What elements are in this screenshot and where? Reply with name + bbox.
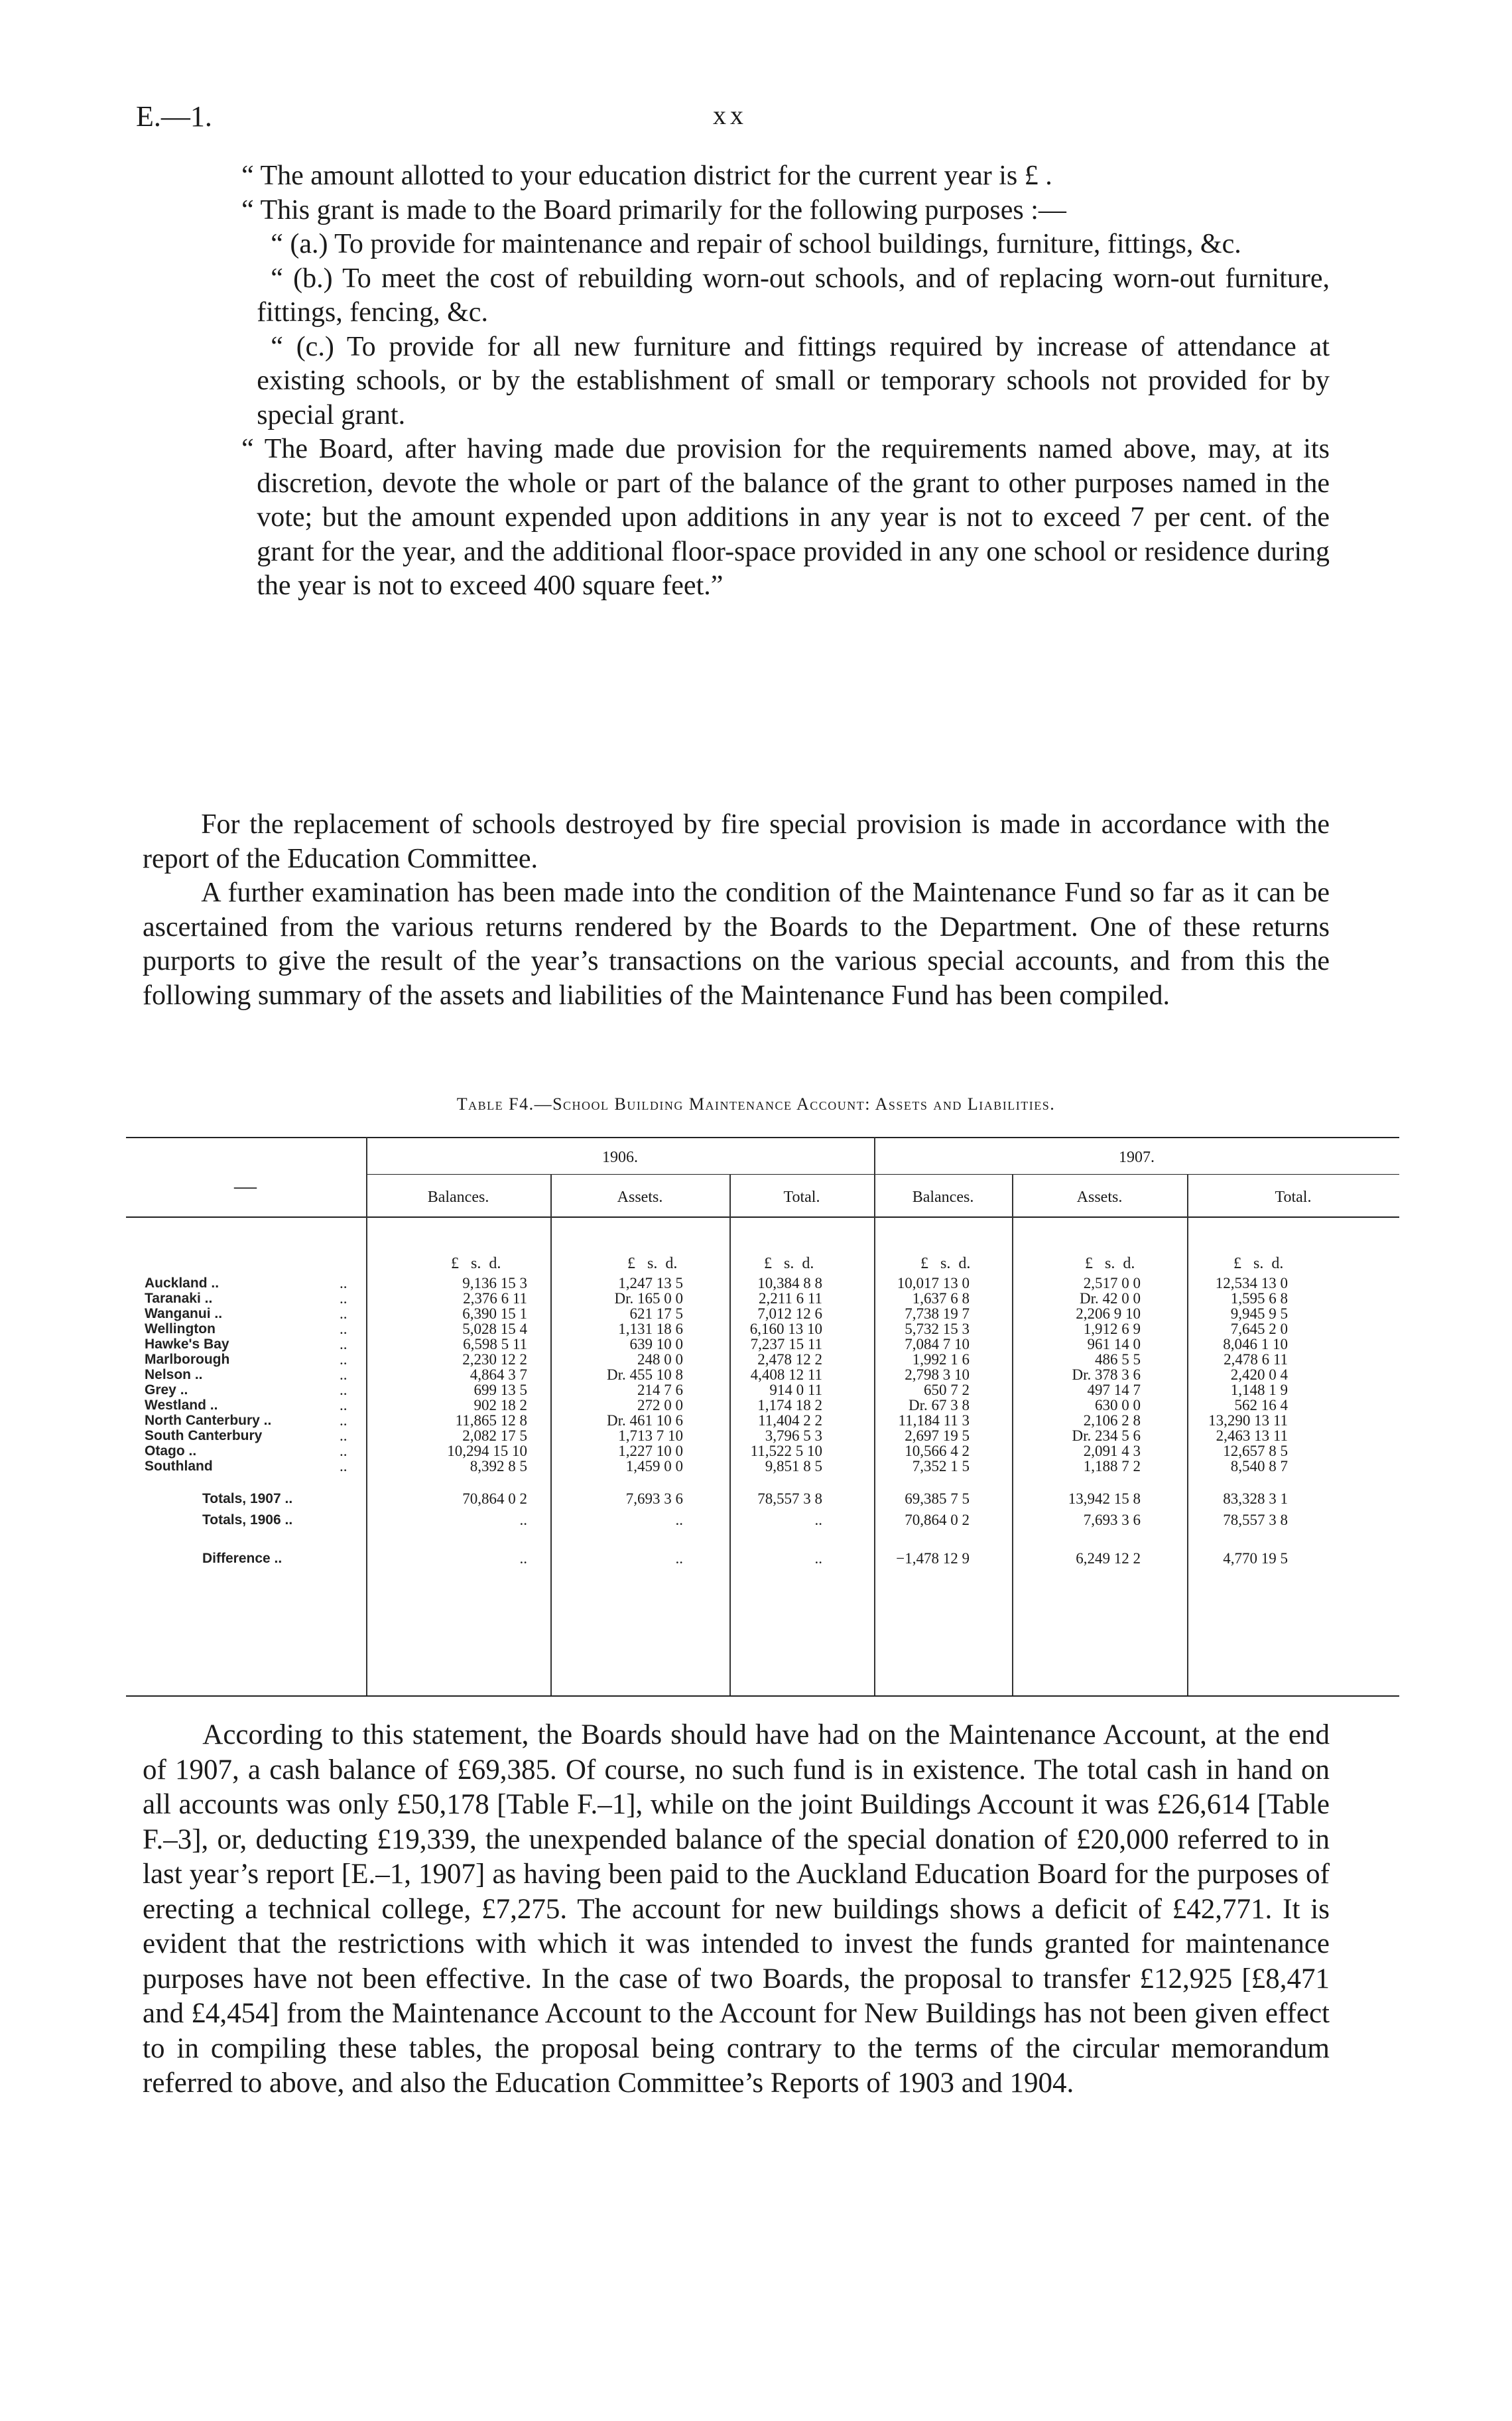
- table-row: [126, 1398, 1399, 1413]
- leader-dots: ..: [340, 1397, 347, 1413]
- amount-cell: 1,247 13 5: [618, 1275, 683, 1291]
- amount-cell: 650 7 2: [924, 1382, 970, 1398]
- amount-cell: 6,249 12 2: [1076, 1550, 1141, 1567]
- assets-liabilities-table: [126, 1128, 1399, 1698]
- amount-cell: 9,136 15 3: [462, 1275, 527, 1291]
- leader-dots: ..: [340, 1366, 347, 1383]
- table-row: [126, 1367, 1399, 1382]
- table-row: [126, 1428, 1399, 1443]
- amount-cell: 7,645 2 0: [1230, 1321, 1288, 1337]
- amount-cell: 2,463 13 11: [1216, 1427, 1288, 1444]
- district-name: Marlborough: [145, 1352, 230, 1367]
- amount-cell: 1,459 0 0: [625, 1458, 683, 1474]
- amount-cell: 1,713 7 10: [618, 1427, 683, 1444]
- amount-cell: 6,598 5 11: [463, 1336, 527, 1352]
- leader-dots: ..: [340, 1290, 347, 1307]
- leader-dots: ..: [340, 1275, 347, 1291]
- table-row: [126, 1306, 1399, 1321]
- year-rule: [366, 1174, 1399, 1175]
- amount-cell: ..: [675, 1512, 683, 1528]
- quote-item-a: [143, 228, 1330, 262]
- amount-cell: 6,390 15 1: [462, 1305, 527, 1322]
- leader-dots: ..: [340, 1321, 347, 1337]
- table-row: [126, 1337, 1399, 1352]
- table-row: [126, 1459, 1399, 1474]
- amount-cell: 497 14 7: [1087, 1382, 1141, 1398]
- body-paragraph: According to this statement, the Boards should have had on the Maintenance Account, at the end of 1907, a cash balance of £69,385. Of course, no such fund is in existence. The total cash in hand on all accounts was only £50,178 [Table F.–1], while on the joint Buildings Account it was £26,614 [Table F.–3], or, deducting £19,339, the unexpended balance of the special donation of £20,000 referred to in last year’s report [E.–1, 1907] as having been paid to the Auckland Education Board for the purposes of erecting a technical college, £7,275. The account for new buildings shows a deficit of £42,771. It is evident that the restrictions with which it was intended to invest the funds granted for maintenance purposes have not been effective. In the case of two Boards, the proposal to transfer £12,925 [£8,471 and £4,454] from the Maintenance Account to the Account for New Buildings has not been given effect to in compiling these tables, the proposal being contrary to the terms of the circular memorandum referred to above, and also the Education Committee’s Reports of 1903 and 1904.: [143, 1719, 1330, 2099]
- leader-dots: ..: [340, 1305, 347, 1322]
- district-column-header: —: [234, 1174, 257, 1199]
- difference-row: [126, 1548, 1399, 1569]
- amount-cell: 2,082 17 5: [462, 1427, 527, 1444]
- amount-cell: Dr. 165 0 0: [614, 1290, 683, 1307]
- amount-cell: 2,420 0 4: [1230, 1366, 1288, 1383]
- amount-cell: 10,294 15 10: [447, 1443, 527, 1459]
- amount-cell: Dr. 461 10 6: [607, 1412, 683, 1429]
- amount-cell: 10,017 13 0: [897, 1275, 970, 1291]
- amount-cell: ..: [675, 1550, 683, 1567]
- amount-cell: ..: [814, 1512, 822, 1528]
- amount-cell: 1,912 6 9: [1083, 1321, 1141, 1337]
- amount-cell: Dr. 455 10 8: [607, 1366, 683, 1383]
- amount-cell: ..: [519, 1550, 527, 1567]
- district-name: Nelson ..: [145, 1367, 203, 1382]
- amount-cell: 5,028 15 4: [462, 1321, 527, 1337]
- quote-item-text: “ (b.) To meet the cost of rebuilding worn-out schools, and of replacing worn-out furniture, fittings, fencing, &c.: [257, 263, 1330, 328]
- amount-cell: 621 17 5: [629, 1305, 683, 1322]
- amount-cell: 7,237 15 11: [750, 1336, 822, 1352]
- amount-cell: 961 14 0: [1087, 1336, 1141, 1352]
- amount-cell: 5,732 15 3: [905, 1321, 970, 1337]
- amount-cell: 699 13 5: [473, 1382, 527, 1398]
- district-name: Wanganui ..: [145, 1306, 223, 1321]
- district-name: North Canterbury ..: [145, 1413, 272, 1428]
- amount-cell: 2,376 6 11: [463, 1290, 527, 1307]
- district-name: Otago ..: [145, 1443, 197, 1459]
- quote-item-b: [143, 262, 1330, 330]
- table-bottom-rule: [126, 1695, 1399, 1697]
- amount-cell: 13,290 13 11: [1208, 1412, 1288, 1429]
- table-row: [126, 1321, 1399, 1337]
- amount-cell: 2,478 6 11: [1224, 1351, 1288, 1368]
- table-row: [126, 1276, 1399, 1291]
- amount-cell: 914 0 11: [769, 1382, 822, 1398]
- amount-cell: 1,174 18 2: [757, 1397, 822, 1413]
- district-name: Southland: [145, 1459, 213, 1474]
- leader-dots: ..: [340, 1427, 347, 1444]
- district-name: Hawke's Bay: [145, 1337, 229, 1352]
- total-1907-header: Total.: [1275, 1189, 1312, 1206]
- amount-cell: 2,106 2 8: [1083, 1412, 1141, 1429]
- unit-header: £ s. d.: [1233, 1255, 1284, 1272]
- header-bottom-rule: [126, 1216, 1399, 1218]
- amount-cell: 1,131 18 6: [618, 1321, 683, 1337]
- amount-cell: 11,865 12 8: [455, 1412, 527, 1429]
- amount-cell: 639 10 0: [629, 1336, 683, 1352]
- district-name: Auckland ..: [145, 1276, 220, 1291]
- amount-cell: 7,693 3 6: [625, 1490, 683, 1507]
- amount-cell: 272 0 0: [637, 1397, 683, 1413]
- unit-header: £ s. d.: [451, 1255, 501, 1272]
- document-code: E.—1.: [136, 100, 212, 133]
- amount-cell: ..: [519, 1512, 527, 1528]
- leader-dots: ..: [340, 1443, 347, 1459]
- amount-cell: 83,328 3 1: [1223, 1490, 1288, 1507]
- amount-cell: 4,864 3 7: [470, 1366, 527, 1383]
- amount-cell: 13,942 15 8: [1068, 1490, 1141, 1507]
- district-name: South Canterbury: [145, 1428, 263, 1443]
- quote-item-c: [143, 330, 1330, 433]
- amount-cell: 1,227 10 0: [618, 1443, 683, 1459]
- leader-dots: ..: [340, 1412, 347, 1429]
- body-paragraph: For the replacement of schools destroyed by fire special provision is made in accordance with the report of the Education Committee.: [143, 809, 1330, 874]
- district-name: Wellington: [145, 1321, 216, 1337]
- page-number: xx: [713, 100, 747, 130]
- amount-cell: 11,404 2 2: [758, 1412, 822, 1429]
- totals-1907-row: [126, 1488, 1399, 1510]
- body-text-before-table: [143, 808, 1330, 1013]
- year-1907-header: 1907.: [1119, 1149, 1155, 1166]
- amount-cell: 1,992 1 6: [912, 1351, 970, 1368]
- unit-header: £ s. d.: [627, 1255, 678, 1272]
- amount-cell: 7,352 1 5: [912, 1458, 970, 1474]
- district-name: Grey ..: [145, 1382, 188, 1398]
- unit-header: £ s. d.: [920, 1255, 971, 1272]
- leader-dots: ..: [340, 1336, 347, 1352]
- amount-cell: 562 16 4: [1234, 1397, 1288, 1413]
- quoted-circular: [143, 159, 1330, 604]
- amount-cell: 214 7 6: [637, 1382, 683, 1398]
- body-paragraph: A further examination has been made into the condition of the Maintenance Fund so far as it can be ascertained from the various returns rendered by the Boards to the Department. One of these returns purports to give the result of the year’s transactions on the various special accounts, and from this the following summary of the assets and liabilities of the Maintenance Fund has been compiled.: [143, 878, 1330, 1011]
- total-1906-header: Total.: [783, 1189, 820, 1206]
- amount-cell: 630 0 0: [1095, 1397, 1141, 1413]
- amount-cell: 4,770 19 5: [1223, 1550, 1288, 1567]
- table-body: [126, 1276, 1399, 1569]
- amount-cell: 7,012 12 6: [757, 1305, 822, 1322]
- quote-item-text: “ (c.) To provide for all new furniture and fittings required by increase of attendance at existing schools, or by the establishment of small or temporary schools not provided for by special grant.: [257, 331, 1330, 430]
- assets-1907-header: Assets.: [1076, 1189, 1123, 1206]
- amount-cell: 8,392 8 5: [470, 1458, 527, 1474]
- amount-cell: 69,385 7 5: [905, 1490, 970, 1507]
- table-row: [126, 1413, 1399, 1428]
- amount-cell: 486 5 5: [1095, 1351, 1141, 1368]
- amount-cell: 3,796 5 3: [765, 1427, 822, 1444]
- amount-cell: Dr. 42 0 0: [1080, 1290, 1141, 1307]
- body-text-after-table: [143, 1718, 1330, 2101]
- amount-cell: 2,517 0 0: [1083, 1275, 1141, 1291]
- amount-cell: 2,211 6 11: [758, 1290, 822, 1307]
- amount-cell: 6,160 13 10: [749, 1321, 822, 1337]
- amount-cell: 2,091 4 3: [1083, 1443, 1141, 1459]
- amount-cell: Dr. 378 3 6: [1072, 1366, 1141, 1383]
- page-header: [0, 99, 1512, 139]
- amount-cell: 10,384 8 8: [757, 1275, 822, 1291]
- amount-cell: Dr. 67 3 8: [909, 1397, 970, 1413]
- amount-cell: ..: [814, 1550, 822, 1567]
- amount-cell: 10,566 4 2: [905, 1443, 970, 1459]
- amount-cell: 1,637 6 8: [912, 1290, 970, 1307]
- amount-cell: Dr. 234 5 6: [1072, 1427, 1141, 1444]
- district-name: Westland ..: [145, 1398, 218, 1413]
- quote-item-text: “ (a.) To provide for maintenance and repair of school buildings, furniture, fittings, &c.: [271, 229, 1241, 259]
- amount-cell: 70,864 0 2: [462, 1490, 527, 1507]
- quote-paragraph: “ This grant is made to the Board primarily for the following purposes :—: [241, 194, 1066, 226]
- amount-cell: 7,084 7 10: [905, 1336, 970, 1352]
- district-name: Totals, 1907 ..: [202, 1491, 293, 1506]
- amount-cell: 4,408 12 11: [750, 1366, 822, 1383]
- unit-header: £ s. d.: [764, 1255, 814, 1272]
- leader-dots: ..: [340, 1382, 347, 1398]
- amount-cell: 2,798 3 10: [905, 1366, 970, 1383]
- district-name: Totals, 1906 ..: [202, 1512, 293, 1528]
- unit-header: £ s. d.: [1085, 1255, 1135, 1272]
- amount-cell: 2,230 12 2: [462, 1351, 527, 1368]
- quote-paragraph: “ The Board, after having made due provision for the requirements named above, may, at its discretion, devote the whole or part of the balance of the grant to other purposes named in the vote; but the amount expended upon additions in any year is not to exceed 7 per cent. of the grant for the year, and the additional floor-space provided in any one school or residence during the year is not to exceed 400 square feet.”: [241, 434, 1330, 601]
- amount-cell: 12,534 13 0: [1215, 1275, 1288, 1291]
- amount-cell: 12,657 8 5: [1223, 1443, 1288, 1459]
- table-title: Table F4.—School Building Maintenance Account: Assets and Liabilities.: [456, 1094, 1056, 1114]
- balances-1906-header: Balances.: [427, 1189, 489, 1206]
- amount-cell: 78,557 3 8: [757, 1490, 822, 1507]
- quote-paragraph: “ The amount allotted to your education district for the current year is £ .: [241, 161, 1052, 191]
- table-row: [126, 1443, 1399, 1459]
- table-row: [126, 1352, 1399, 1367]
- amount-cell: 7,693 3 6: [1083, 1512, 1141, 1528]
- amount-cell: 8,540 8 7: [1230, 1458, 1288, 1474]
- amount-cell: 7,738 19 7: [905, 1305, 970, 1322]
- amount-cell: 70,864 0 2: [905, 1512, 970, 1528]
- table-row: [126, 1291, 1399, 1306]
- amount-cell: 2,478 12 2: [757, 1351, 822, 1368]
- amount-cell: 248 0 0: [637, 1351, 683, 1368]
- amount-cell: 8,046 1 10: [1223, 1336, 1288, 1352]
- amount-cell: 1,148 1 9: [1230, 1382, 1288, 1398]
- table-row: [126, 1382, 1399, 1398]
- year-1906-header: 1906.: [602, 1149, 638, 1166]
- amount-cell: 2,206 9 10: [1076, 1305, 1141, 1322]
- amount-cell: 1,188 7 2: [1083, 1458, 1141, 1474]
- amount-cell: 11,522 5 10: [750, 1443, 822, 1459]
- amount-cell: −1,478 12 9: [896, 1550, 970, 1567]
- leader-dots: ..: [340, 1351, 347, 1368]
- assets-1906-header: Assets.: [617, 1189, 663, 1206]
- amount-cell: 902 18 2: [473, 1397, 527, 1413]
- district-name: Taranaki ..: [145, 1291, 213, 1306]
- totals-1906-row: [126, 1510, 1399, 1531]
- amount-cell: 9,851 8 5: [765, 1458, 822, 1474]
- amount-cell: 11,184 11 3: [898, 1412, 970, 1429]
- amount-cell: 9,945 9 5: [1230, 1305, 1288, 1322]
- amount-cell: 1,595 6 8: [1230, 1290, 1288, 1307]
- table-top-rule: [126, 1137, 1399, 1138]
- amount-cell: 2,697 19 5: [905, 1427, 970, 1444]
- amount-cell: 78,557 3 8: [1223, 1512, 1288, 1528]
- district-name: Difference ..: [202, 1551, 283, 1566]
- balances-1907-header: Balances.: [912, 1189, 974, 1206]
- leader-dots: ..: [340, 1458, 347, 1474]
